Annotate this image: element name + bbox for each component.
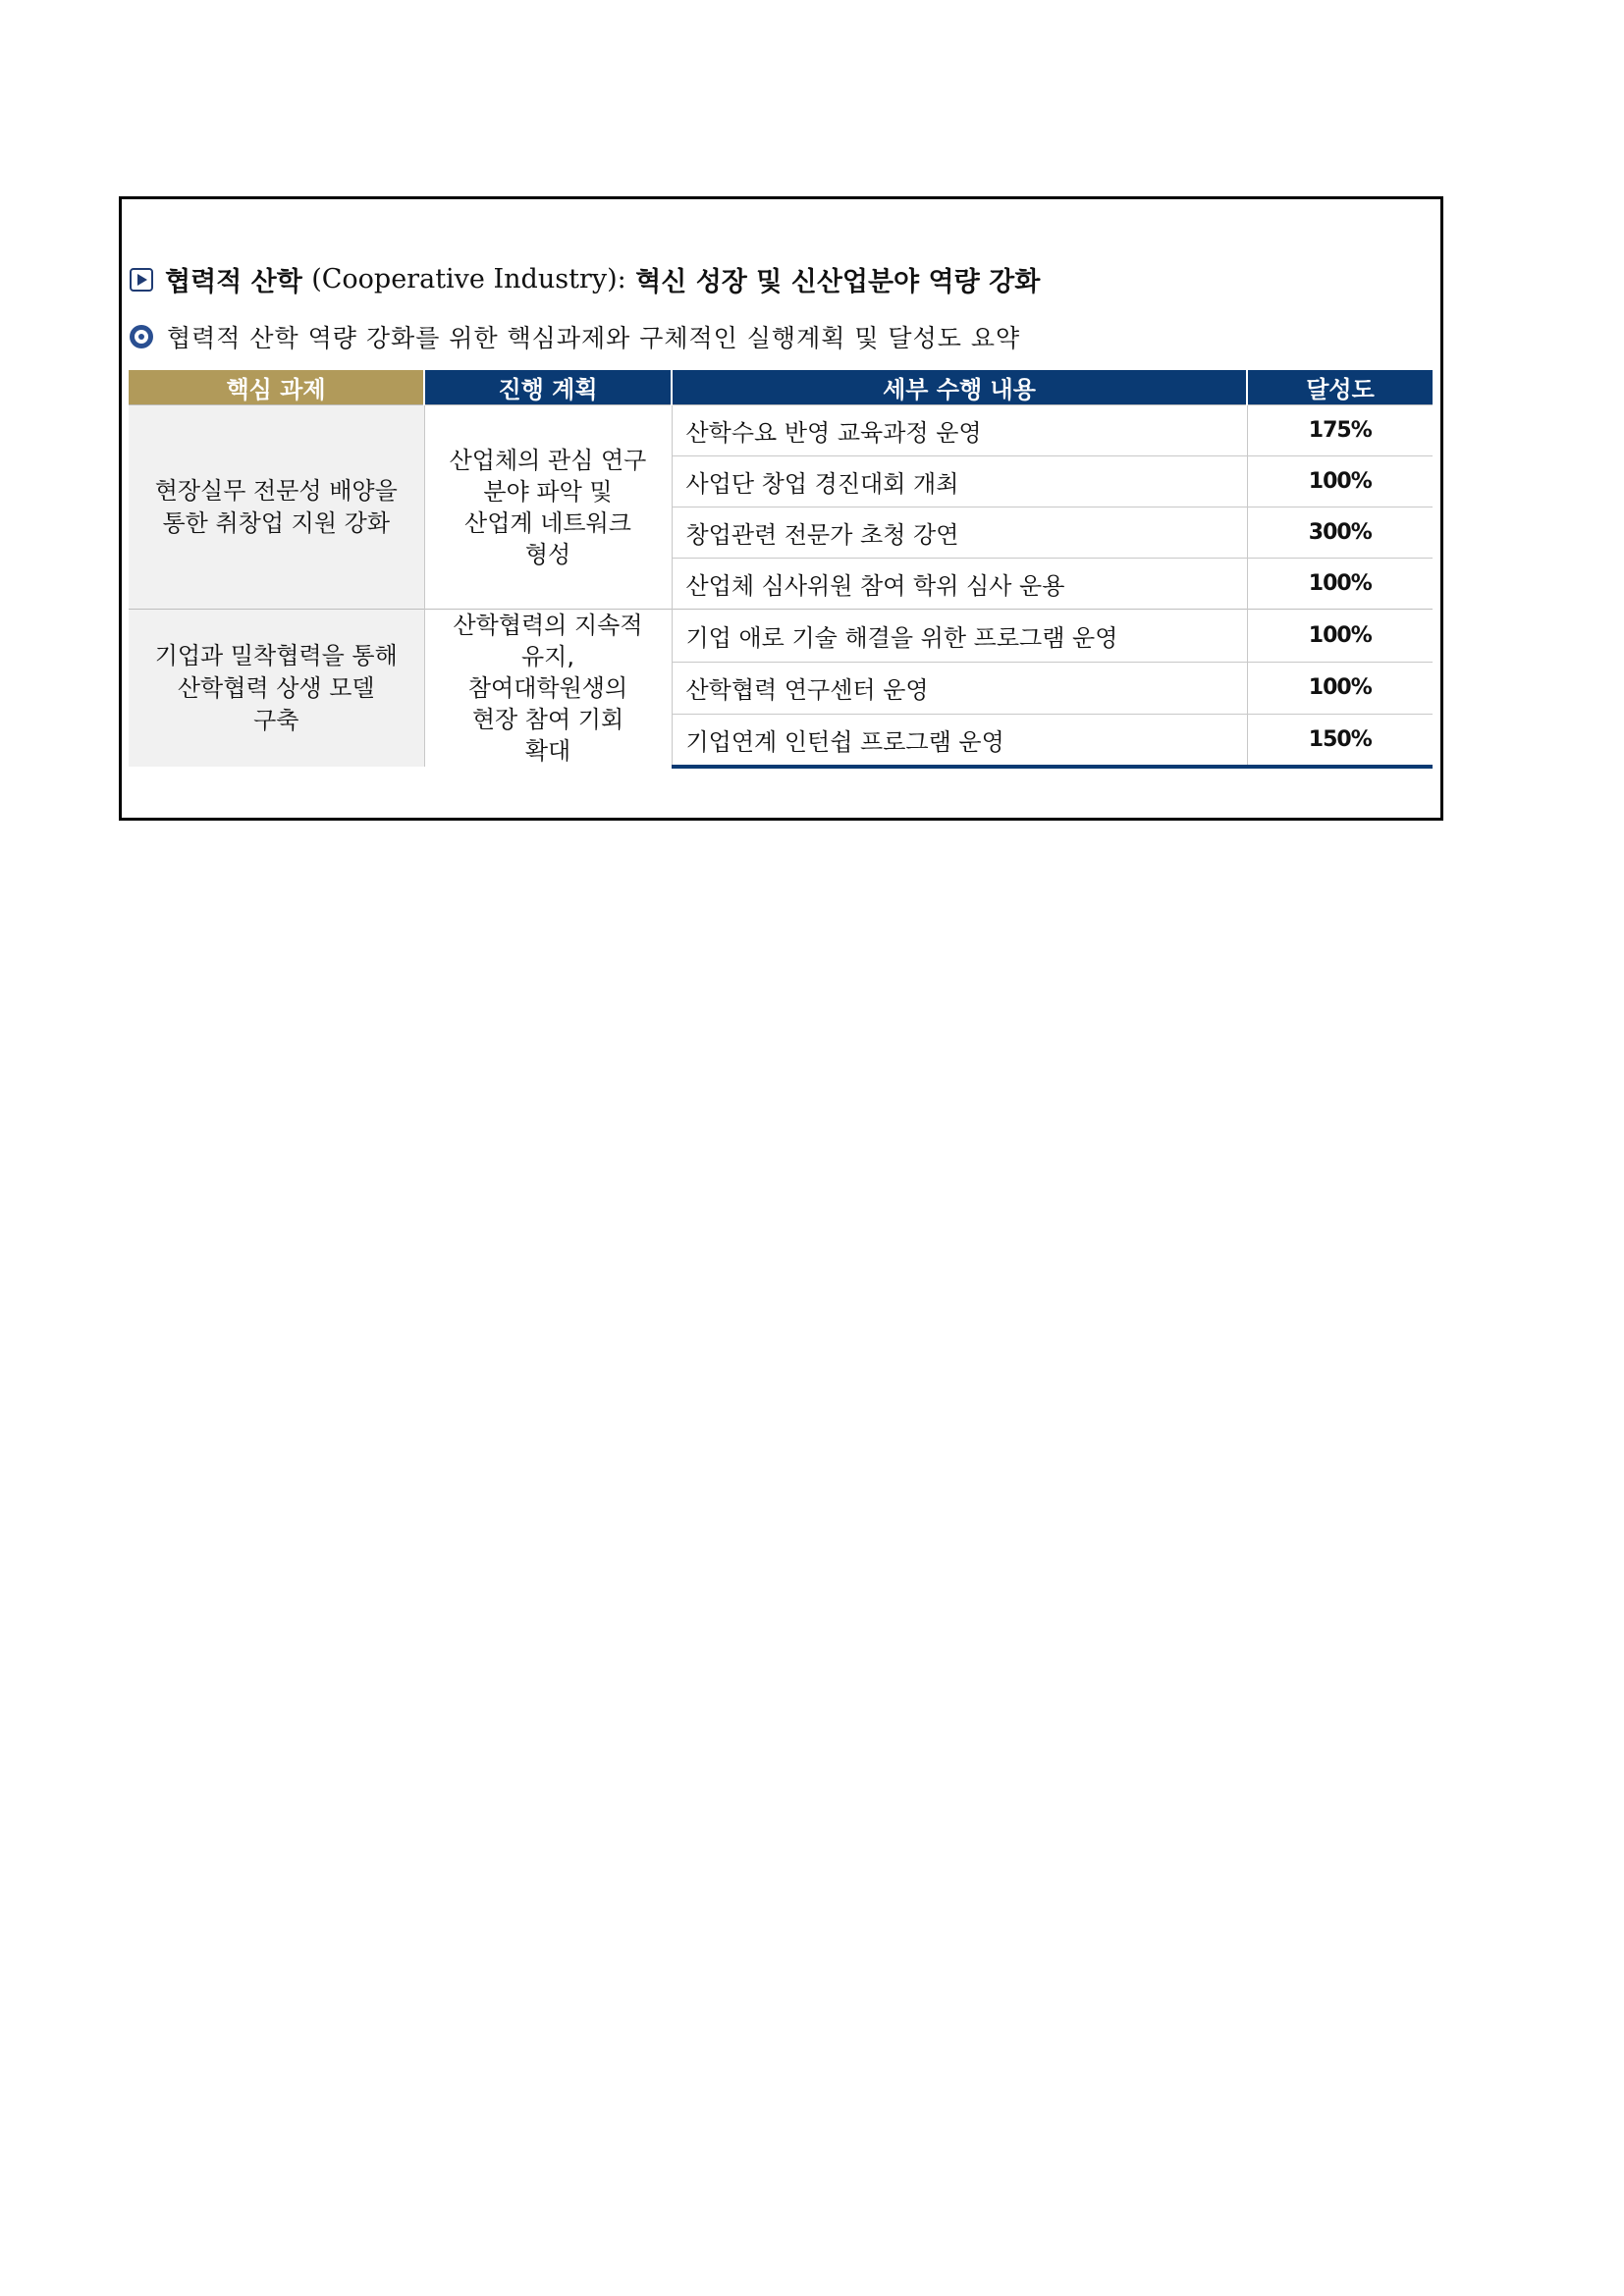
- task-cell: [129, 610, 424, 768]
- table-header-row: [129, 370, 1433, 405]
- plan-cell: [424, 405, 672, 610]
- heading-tail: 혁신 성장 및 신산업분야 역량 강화: [635, 267, 1041, 297]
- rate-cell: 100%: [1247, 610, 1433, 663]
- detail-cell: 기업연계 인턴쉽 프로그램 운영: [672, 714, 1247, 767]
- detail-cell: 산업체 심사위원 참여 학위 심사 운용: [672, 559, 1247, 610]
- target-icon: [130, 325, 153, 348]
- task-line: 현장실무 전문성 배양을: [154, 476, 398, 505]
- play-icon: [130, 268, 153, 292]
- detail-cell: 사업단 창업 경진대회 개최: [672, 456, 1247, 507]
- summary-frame: [119, 196, 1443, 821]
- detail-cell: 창업관련 전문가 초청 강연: [672, 507, 1247, 559]
- rate-cell: 300%: [1247, 507, 1433, 559]
- heading-korean: 협력적 산학: [165, 267, 302, 297]
- task-line: 산학협력 상생 모델: [177, 673, 375, 702]
- plan-line: 산학협력의 지속적: [453, 612, 643, 639]
- subheading-text: 협력적 산학 역량 강화를 위한 핵심과제와 구체적인 실행계획 및 달성도 요약: [167, 324, 1021, 352]
- header-plan: 진행 계획: [424, 370, 672, 405]
- plan-line: 유지,: [521, 643, 574, 670]
- summary-table: [129, 370, 1433, 769]
- rate-cell: 100%: [1247, 456, 1433, 507]
- plan-line: 현장 참여 기회: [471, 706, 624, 733]
- section-heading: [130, 260, 1040, 298]
- section-subheading: [130, 319, 1020, 354]
- rate-cell: 150%: [1247, 714, 1433, 767]
- rate-cell: 175%: [1247, 405, 1433, 456]
- rate-cell: 100%: [1247, 663, 1433, 714]
- header-task: 핵심 과제: [129, 370, 424, 405]
- detail-cell: 산학수요 반영 교육과정 운영: [672, 405, 1247, 456]
- task-line: 통한 취창업 지원 강화: [162, 508, 391, 537]
- plan-line: 산업계 네트워크: [464, 508, 631, 537]
- rate-cell: 100%: [1247, 559, 1433, 610]
- heading-english: (Cooperative Industry):: [311, 264, 626, 294]
- table-row: [129, 405, 1433, 456]
- task-cell: [129, 405, 424, 610]
- plan-line: 참여대학원생의: [467, 674, 628, 702]
- header-rate: 달성도: [1247, 370, 1433, 405]
- plan-cell: [424, 610, 672, 768]
- plan-line: 형성: [524, 540, 571, 568]
- table-row: [129, 610, 1433, 663]
- header-detail: 세부 수행 내용: [672, 370, 1247, 405]
- task-line: 기업과 밀착협력을 통해: [154, 641, 398, 669]
- task-line: 구축: [253, 706, 299, 734]
- plan-line: 산업체의 관심 연구: [449, 446, 647, 474]
- detail-cell: 기업 애로 기술 해결을 위한 프로그램 운영: [672, 610, 1247, 663]
- plan-line: 확대: [524, 737, 571, 765]
- plan-line: 분야 파악 및: [483, 477, 613, 506]
- detail-cell: 산학협력 연구센터 운영: [672, 663, 1247, 714]
